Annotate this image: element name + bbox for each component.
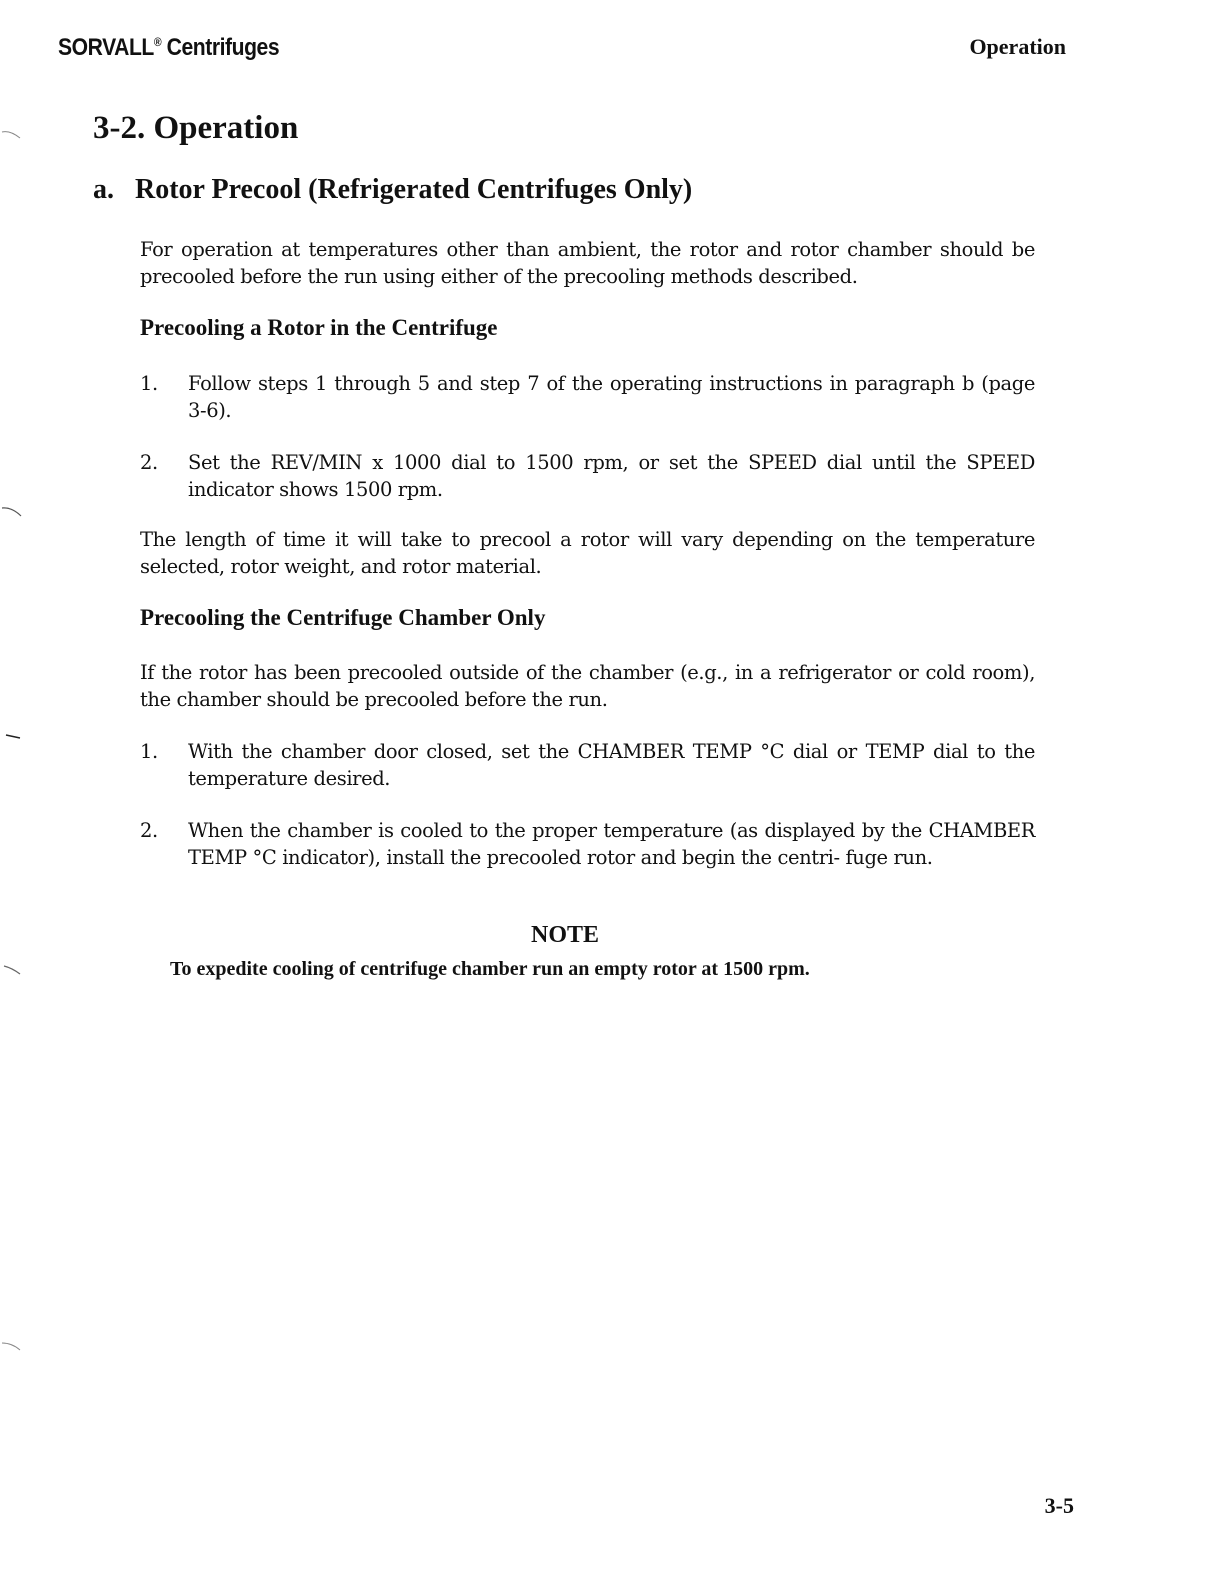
page-number: 3-5	[1044, 1493, 1074, 1518]
subsection-letter: a.	[93, 174, 114, 205]
chamber-step-2	[140, 817, 1035, 871]
scan-mark	[0, 505, 22, 517]
brand-suffix: Centrifuges	[166, 34, 280, 61]
list-item	[140, 370, 1035, 424]
rotor-step-1	[140, 370, 1035, 424]
rotor-after-paragraph: The length of time it will take to precool a rotor will vary depending on the temperature selected, rotor weight, and rotor material.	[140, 528, 1035, 578]
list-item	[140, 738, 1035, 792]
list-item	[140, 817, 1035, 871]
brand-name: SORVALL	[58, 34, 154, 61]
chamber-step-1	[140, 738, 1035, 792]
registered-mark: ®	[153, 35, 162, 49]
chamber-intro-paragraph: If the rotor has been precooled outside of the chamber (e.g., in a refrigerator or cold room), the chamber should be precooled before the run.	[140, 661, 1035, 711]
list-item	[140, 449, 1035, 503]
step-number: 1.	[140, 372, 158, 395]
scan-mark	[0, 1340, 22, 1352]
rotor-precool-heading-block	[140, 315, 1035, 341]
step-number: 2.	[140, 451, 158, 474]
step-text: Set the REV/MIN x 1000 dial to 1500 rpm, or set the SPEED dial until the SPEED indicator shows 1500 rpm.	[188, 451, 1035, 501]
step-text: When the chamber is cooled to the proper temperature (as displayed by the CHAMBER TEMP °C indicator), install the precooled rotor and begin the centri- fuge run.	[188, 819, 1035, 869]
running-header-brand	[58, 34, 279, 62]
scan-mark	[0, 731, 22, 743]
scan-mark	[0, 128, 22, 140]
chamber-precool-heading: Precooling the Centrifuge Chamber Only	[140, 605, 546, 630]
step-text: Follow steps 1 through 5 and step 7 of the operating instructions in paragraph b (page 3-6).	[188, 372, 1035, 422]
chamber-precool-heading-block	[140, 605, 1035, 631]
section-title: 3-2. Operation	[93, 110, 299, 146]
note-text: To expedite cooling of centrifuge chamber run an empty rotor at 1500 rpm.	[170, 958, 810, 980]
chamber-intro-block	[140, 659, 1035, 713]
scan-mark	[0, 963, 22, 975]
step-number: 2.	[140, 819, 158, 842]
intro-block	[140, 236, 1035, 290]
rotor-step-2	[140, 449, 1035, 503]
rotor-after-block	[140, 526, 1035, 580]
note-label: NOTE	[530, 922, 599, 948]
step-number: 1.	[140, 740, 158, 763]
rotor-precool-heading: Precooling a Rotor in the Centrifuge	[140, 315, 498, 340]
intro-paragraph: For operation at temperatures other than ambient, the rotor and rotor chamber should be precooled before the run using either of the precooling methods described.	[140, 238, 1035, 288]
subsection-heading: Rotor Precool (Refrigerated Centrifuges Only)	[135, 174, 693, 205]
step-text: With the chamber door closed, set the CHAMBER TEMP °C dial or TEMP dial to the temperature desired.	[188, 740, 1035, 790]
subsection-title	[93, 174, 692, 206]
running-header-section: Operation	[969, 34, 1066, 59]
